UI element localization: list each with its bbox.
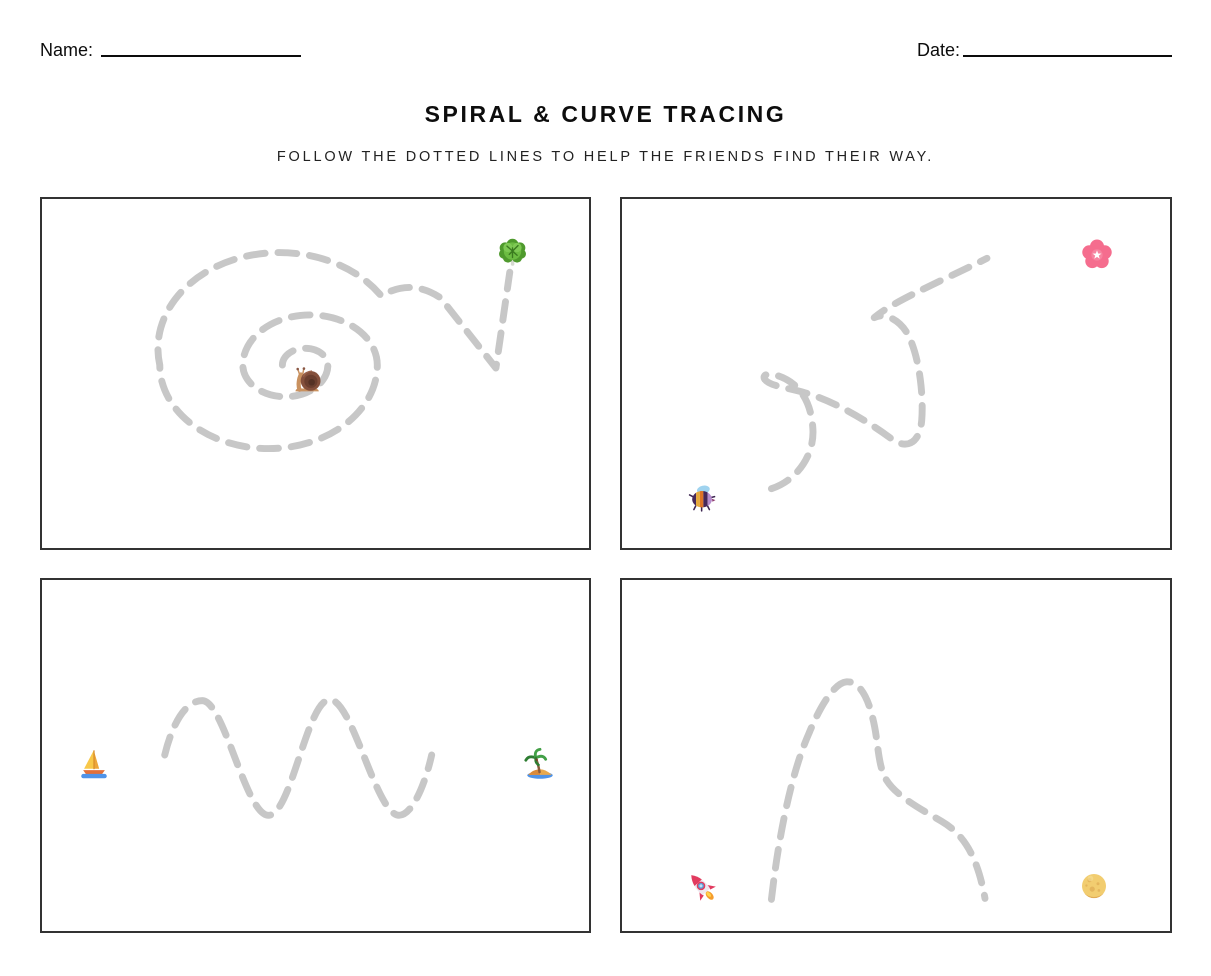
panel-spiral-snail xyxy=(40,197,591,550)
name-write-line xyxy=(101,55,301,57)
panel-boat-island xyxy=(40,578,591,933)
sailboat-emoji xyxy=(77,747,111,781)
moon-emoji xyxy=(1078,870,1110,902)
rocket-emoji xyxy=(684,869,720,905)
cherry-blossom-emoji xyxy=(1080,237,1114,271)
snail-emoji xyxy=(290,363,323,396)
date-write-line xyxy=(963,55,1172,57)
bee-emoji xyxy=(687,482,718,513)
page-title: SPIRAL & CURVE TRACING xyxy=(424,101,787,127)
wave-dotted-path xyxy=(42,580,589,931)
date-label: Date: xyxy=(917,40,961,60)
name-label: Name: xyxy=(40,40,94,60)
lettuce-emoji xyxy=(496,236,529,269)
panel-rocket-moon xyxy=(620,578,1172,933)
panel-bee-flower xyxy=(620,197,1172,550)
page-subtitle: FOLLOW THE DOTTED LINES TO HELP THE FRIENDS FIND THEIR WAY. xyxy=(276,149,935,165)
island-emoji xyxy=(523,747,557,781)
